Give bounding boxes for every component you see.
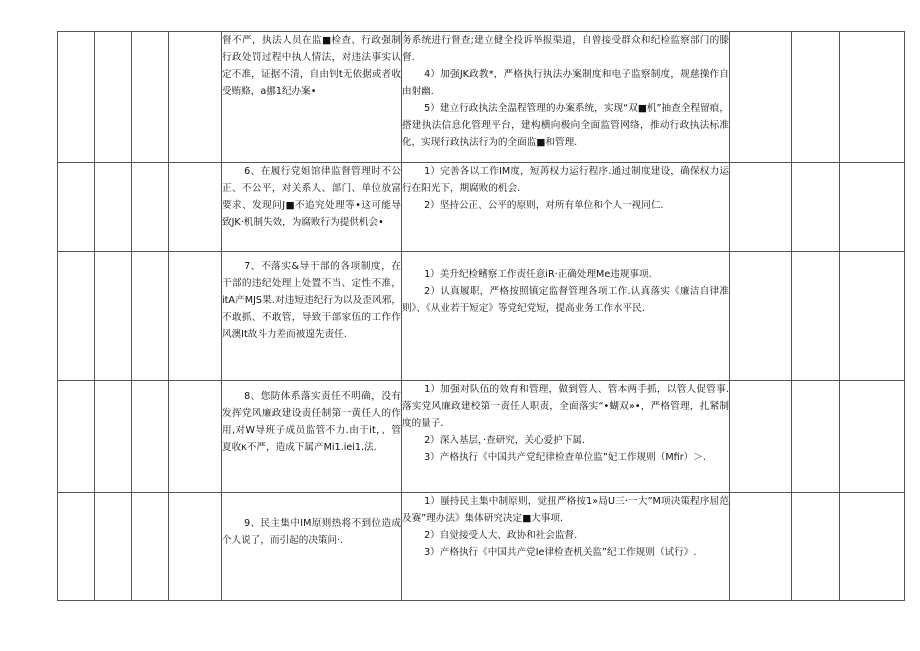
empty-cell <box>730 163 792 252</box>
measure-item: 5）建立行政执法全温程管理的办案系统，实现“双■机”抽查全程留痕，搭建执法信息化管理平台，建构横向极向全面监管网络，推动行政执法标准化，实现行政执法行为的全面监■和管理. <box>402 103 729 148</box>
measure-item: 2）自觉接受人大、政协和社会监督. <box>424 530 578 541</box>
measure-item: 1）完善各以工作IM度，短苒权力运行程序.通过制度建设，确保权力运行在阳光下，期腐败的机会. <box>402 166 729 194</box>
risk-text: 9、民主集中IM原则热将不到位造成个人说了，而引起的决策问·. <box>222 518 401 546</box>
empty-cell <box>169 381 222 493</box>
empty-cell <box>792 32 840 163</box>
measure-item: 务系统进行督查;建立健全投诉举报渠道，自曾接受群众和纪检监察部门的滕督. <box>402 35 729 63</box>
measure-item: 2）坚持公正、公平的原则，对所有单位和个人一视同仁. <box>424 200 664 211</box>
empty-cell <box>730 381 792 493</box>
risk-text: 7、不落实&导干部的各项制度，在干部的违纪处理上处置不当、定性不准，itA产MJS果.对违短违纪行为以及歪风邪，不敢抓、不敢管，导致干部家伍的工作作风澳It故斗力差而被遑先责任. <box>222 261 401 340</box>
empty-cell <box>840 163 905 252</box>
risk-point-cell <box>222 381 402 493</box>
empty-cell <box>169 163 222 252</box>
empty-cell <box>792 252 840 381</box>
risk-point-cell <box>222 493 402 601</box>
empty-cell <box>840 252 905 381</box>
measures-cell <box>402 381 730 493</box>
risk-text: 6、在履行党姐馆律监督管理时不公正、不公平，对关系人、部门、单位放富要求、发现问J■不追究处理等•这可能导致JK·机制失效，为腐败行为提供机会• <box>222 166 401 228</box>
empty-cell <box>169 252 222 381</box>
risk-text: 督不严，执法人员在监■检查、行政强制行政处罚过程中执人情法，对违法事实认定不准，证据不清，自由钊t无依据或者收受贿赂，a挪1纪办案• <box>222 35 401 97</box>
empty-cell <box>840 493 905 601</box>
empty-cell <box>132 32 169 163</box>
empty-cell <box>792 381 840 493</box>
table-row <box>58 32 905 163</box>
empty-cell <box>840 32 905 163</box>
empty-cell <box>730 493 792 601</box>
empty-cell <box>58 381 95 493</box>
empty-cell <box>730 252 792 381</box>
risk-point-cell <box>222 32 402 163</box>
table-row <box>58 381 905 493</box>
measure-item: 1）美升纪检鳍察工作责任意iR·正确处理Me违规事项. <box>424 269 652 280</box>
risk-text: 8、您防体系落实责任不明确，没有发挥党风廉政建设责任制第一黄任人的作用,对W导班子成员监管不力.由于it，、管夏收κ不严，造成下属产Mi1.iei1.法. <box>222 391 401 453</box>
empty-cell <box>169 493 222 601</box>
empty-cell <box>792 163 840 252</box>
empty-cell <box>132 493 169 601</box>
empty-cell <box>132 252 169 381</box>
empty-cell <box>95 163 132 252</box>
empty-cell <box>95 252 132 381</box>
empty-cell <box>95 32 132 163</box>
measure-item: 3）产格执行《中国共产党纪律检查单位监”妃工作规则（Mfir）＞. <box>424 452 706 463</box>
empty-cell <box>58 163 95 252</box>
measure-item: 2）认真履职，严格按照镇定监督管理各项工作.认真落实《廉洁自律准则》、《从业若干短定》等党纪党短，提高业务工作水平民. <box>402 286 729 314</box>
measure-item: 2）深入基层，·查研究，关心爱护下属. <box>424 435 585 446</box>
measures-cell <box>402 32 730 163</box>
empty-cell <box>95 493 132 601</box>
empty-cell <box>792 493 840 601</box>
measure-item: 4）加强JK政教*，严格执行执法办案制度和电子监察制度，规慈操作自由射幽. <box>402 69 729 97</box>
measure-item: 1）加强对队伍的效育和管理，做到管人、管本两手抓，以管人促管事.落实党风廉政建校第一责任人职责，全面落实“•蝴双»•，严格管理，扎紧制度的量子. <box>402 384 729 429</box>
risk-point-cell <box>222 163 402 252</box>
empty-cell <box>840 381 905 493</box>
empty-cell <box>95 381 132 493</box>
measure-item: 1）蜃持民主集中制原则，觉扭严格按1»局U三·一大”M项决策程序屈范及赛”理办法》集体研究决定■大事项. <box>402 496 729 524</box>
measure-item: 3）产格执行《中国共产党Ie律检查机关监”纪工作规则（试行》. <box>424 547 697 558</box>
empty-cell <box>730 32 792 163</box>
table-row <box>58 252 905 381</box>
empty-cell <box>132 381 169 493</box>
empty-cell <box>169 32 222 163</box>
table-row <box>58 493 905 601</box>
table-row <box>58 163 905 252</box>
risk-measures-table <box>57 31 905 601</box>
risk-point-cell <box>222 252 402 381</box>
measures-cell <box>402 493 730 601</box>
measures-cell <box>402 252 730 381</box>
empty-cell <box>58 252 95 381</box>
empty-cell <box>132 163 169 252</box>
measures-cell <box>402 163 730 252</box>
empty-cell <box>58 493 95 601</box>
empty-cell <box>58 32 95 163</box>
